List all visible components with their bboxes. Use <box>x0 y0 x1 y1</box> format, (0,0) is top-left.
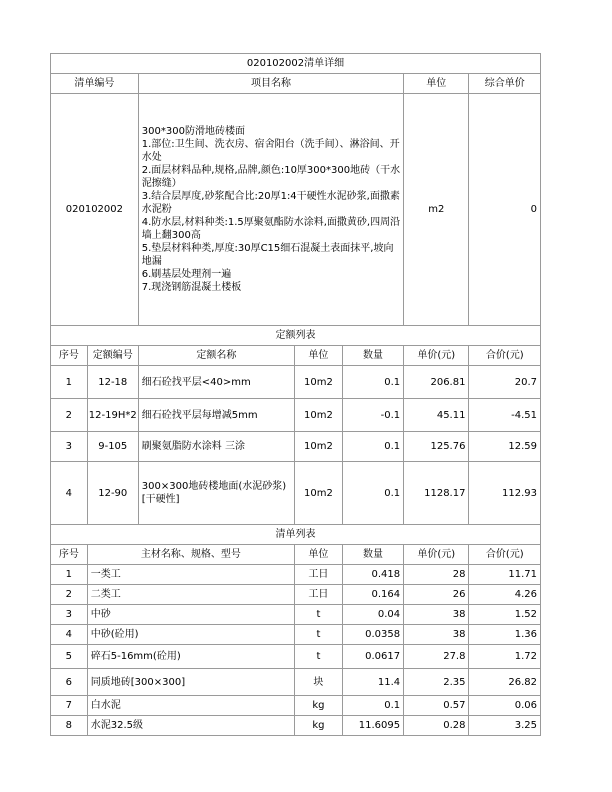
quota-price: 45.11 <box>404 399 469 432</box>
material-unit: 工日 <box>294 585 342 605</box>
quota-header-cell: 单价(元) <box>404 346 469 366</box>
material-no: 4 <box>51 625 88 645</box>
quota-no: 2 <box>51 399 88 432</box>
quota-unit: 10m2 <box>294 366 342 399</box>
header-unit: 单位 <box>404 74 469 94</box>
material-price: 27.8 <box>404 645 469 669</box>
bill-detail-table <box>50 53 541 736</box>
quota-price: 125.76 <box>404 432 469 462</box>
material-price: 38 <box>404 625 469 645</box>
title-row <box>51 54 541 74</box>
material-unit: 块 <box>294 669 342 696</box>
quota-no: 4 <box>51 462 88 525</box>
material-total: 3.25 <box>469 716 541 736</box>
item-header-row <box>51 74 541 94</box>
quota-no: 1 <box>51 366 88 399</box>
material-row <box>51 585 541 605</box>
quota-total: -4.51 <box>469 399 541 432</box>
material-qty: 11.4 <box>342 669 403 696</box>
material-unit: kg <box>294 716 342 736</box>
material-name: 中砂 <box>87 605 294 625</box>
quota-header-cell: 单位 <box>294 346 342 366</box>
materials-section-row <box>51 525 541 545</box>
material-unit: 工日 <box>294 565 342 585</box>
quota-name: 刷聚氨脂防水涂料 三涂 <box>138 432 294 462</box>
material-qty: 0.418 <box>342 565 403 585</box>
quota-unit: 10m2 <box>294 399 342 432</box>
material-price: 38 <box>404 605 469 625</box>
materials-header-cell: 主材名称、规格、型号 <box>87 545 294 565</box>
quota-total: 12.59 <box>469 432 541 462</box>
material-unit: kg <box>294 696 342 716</box>
material-row <box>51 696 541 716</box>
materials-header-cell: 合价(元) <box>469 545 541 565</box>
material-price: 0.57 <box>404 696 469 716</box>
item-price: 0 <box>469 94 541 326</box>
material-qty: 0.1 <box>342 696 403 716</box>
quota-qty: 0.1 <box>342 462 403 525</box>
material-total: 0.06 <box>469 696 541 716</box>
material-no: 8 <box>51 716 88 736</box>
quota-row <box>51 366 541 399</box>
materials-header-cell: 序号 <box>51 545 88 565</box>
materials-header-cell: 单位 <box>294 545 342 565</box>
materials-header-cell: 数量 <box>342 545 403 565</box>
quota-header-cell: 数量 <box>342 346 403 366</box>
quota-header-row <box>51 346 541 366</box>
quota-price: 206.81 <box>404 366 469 399</box>
quota-qty: -0.1 <box>342 399 403 432</box>
material-name: 白水泥 <box>87 696 294 716</box>
material-row <box>51 565 541 585</box>
material-no: 3 <box>51 605 88 625</box>
quota-qty: 0.1 <box>342 366 403 399</box>
materials-header-cell: 单价(元) <box>404 545 469 565</box>
material-row <box>51 716 541 736</box>
material-unit: t <box>294 645 342 669</box>
material-name: 碎石5-16mm(砼用) <box>87 645 294 669</box>
material-name: 水泥32.5级 <box>87 716 294 736</box>
material-no: 1 <box>51 565 88 585</box>
desc-line: 3.结合层厚度,砂浆配合比:20厚1:4干硬性水泥砂浆,面撒素水泥粉 <box>141 191 400 215</box>
quota-name: 细石砼找平层每增减5mm <box>138 399 294 432</box>
material-total: 26.82 <box>469 669 541 696</box>
item-code: 020102002 <box>51 94 139 326</box>
material-no: 6 <box>51 669 88 696</box>
material-total: 1.36 <box>469 625 541 645</box>
sheet-title: 020102002清单详细 <box>51 54 541 74</box>
material-price: 28 <box>404 565 469 585</box>
quota-no: 3 <box>51 432 88 462</box>
material-total: 1.52 <box>469 605 541 625</box>
material-qty: 0.04 <box>342 605 403 625</box>
material-name: 一类工 <box>87 565 294 585</box>
material-price: 0.28 <box>404 716 469 736</box>
material-unit: t <box>294 625 342 645</box>
item-row <box>51 94 541 326</box>
item-description <box>138 94 403 326</box>
quota-section-title: 定额列表 <box>51 326 541 346</box>
desc-line: 4.防水层,材料种类:1.5厚聚氨酯防水涂料,面撒黄砂,四周沿墙上翻300高 <box>141 217 401 241</box>
header-code: 清单编号 <box>51 74 139 94</box>
quota-unit: 10m2 <box>294 432 342 462</box>
material-row <box>51 645 541 669</box>
quota-code: 12-90 <box>87 462 138 525</box>
desc-line: 2.面层材料品种,规格,品牌,颜色:10厚300*300地砖（干水泥擦缝） <box>141 165 401 189</box>
quota-name: 300×300地砖楼地面(水泥砂浆)[干硬性] <box>138 462 294 525</box>
desc-line: 1.部位:卫生间、洗衣房、宿舍阳台（洗手间）、淋浴间、开水处 <box>141 139 400 163</box>
item-unit: m2 <box>404 94 469 326</box>
desc-line: 6.刷基层处理剂一遍 <box>141 269 232 280</box>
material-no: 7 <box>51 696 88 716</box>
material-no: 2 <box>51 585 88 605</box>
material-name: 同质地砖[300×300] <box>87 669 294 696</box>
quota-row <box>51 399 541 432</box>
quota-unit: 10m2 <box>294 462 342 525</box>
quota-total: 20.7 <box>469 366 541 399</box>
quota-row <box>51 462 541 525</box>
quota-row <box>51 432 541 462</box>
material-no: 5 <box>51 645 88 669</box>
material-qty: 0.164 <box>342 585 403 605</box>
quota-qty: 0.1 <box>342 432 403 462</box>
material-qty: 0.0617 <box>342 645 403 669</box>
quota-header-cell: 序号 <box>51 346 88 366</box>
material-row <box>51 625 541 645</box>
materials-header-row <box>51 545 541 565</box>
quota-name: 细石砼找平层<40>mm <box>138 366 294 399</box>
quota-price: 1128.17 <box>404 462 469 525</box>
quota-code: 12-19H*2 <box>87 399 138 432</box>
desc-line: 5.垫层材料种类,厚度:30厚C15细石混凝土表面抹平,坡向地漏 <box>141 243 394 267</box>
quota-code: 12-18 <box>87 366 138 399</box>
material-row <box>51 669 541 696</box>
quota-total: 112.93 <box>469 462 541 525</box>
quota-code: 9-105 <box>87 432 138 462</box>
header-price: 综合单价 <box>469 74 541 94</box>
material-unit: t <box>294 605 342 625</box>
materials-section-title: 清单列表 <box>51 525 541 545</box>
material-name: 二类工 <box>87 585 294 605</box>
material-name: 中砂(砼用) <box>87 625 294 645</box>
material-price: 2.35 <box>404 669 469 696</box>
material-price: 26 <box>404 585 469 605</box>
quota-header-cell: 合价(元) <box>469 346 541 366</box>
material-qty: 0.0358 <box>342 625 403 645</box>
material-row <box>51 605 541 625</box>
quota-header-cell: 定额名称 <box>138 346 294 366</box>
header-name: 项目名称 <box>138 74 403 94</box>
material-total: 11.71 <box>469 565 541 585</box>
material-total: 1.72 <box>469 645 541 669</box>
desc-line: 300*300防滑地砖楼面 <box>141 126 245 137</box>
desc-line: 7.现浇钢筋混凝土楼板 <box>141 282 242 293</box>
material-qty: 11.6095 <box>342 716 403 736</box>
quota-section-row <box>51 326 541 346</box>
bill-detail-sheet <box>50 53 541 736</box>
quota-header-cell: 定额编号 <box>87 346 138 366</box>
material-total: 4.26 <box>469 585 541 605</box>
